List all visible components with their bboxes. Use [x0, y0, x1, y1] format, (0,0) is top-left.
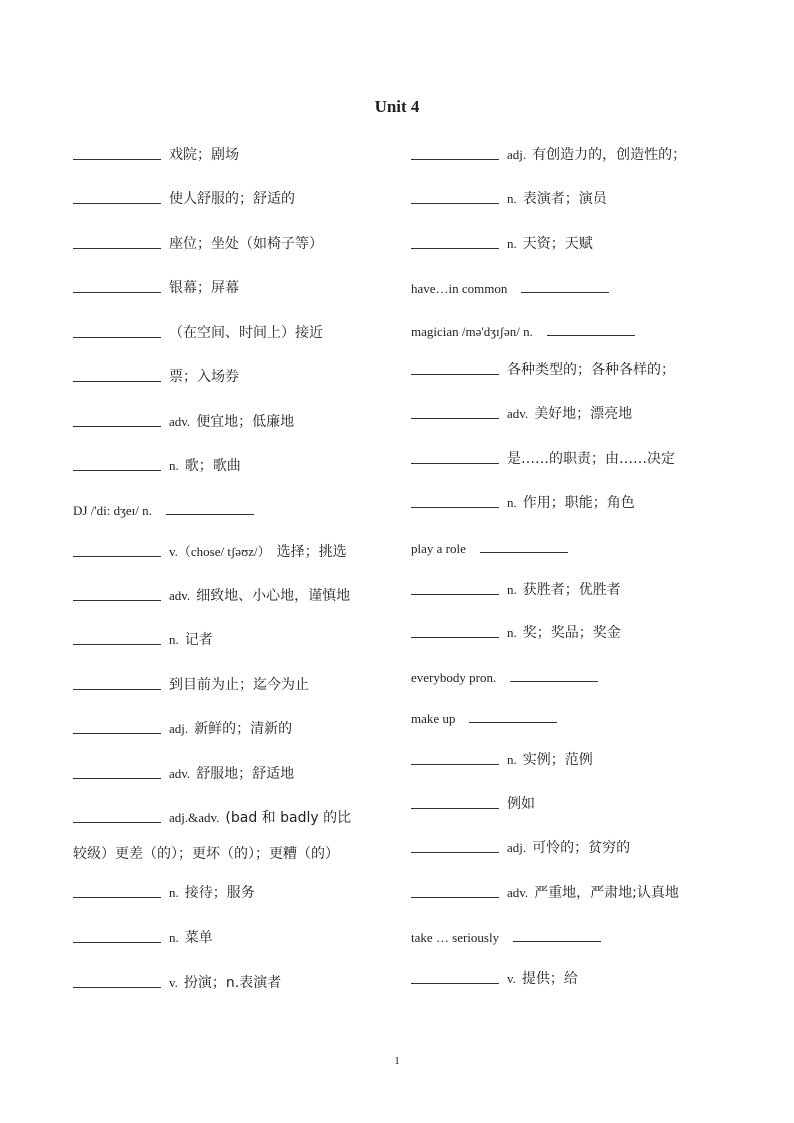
- vocab-row: [73, 409, 294, 431]
- answer-blank[interactable]: [411, 808, 499, 809]
- meaning: 选择；挑选: [276, 544, 347, 560]
- answer-blank[interactable]: [73, 159, 161, 160]
- vocab-row: [73, 761, 294, 783]
- vocab-row: [73, 627, 213, 649]
- part-of-speech: n.: [169, 458, 179, 473]
- answer-blank[interactable]: [480, 552, 568, 553]
- answer-blank[interactable]: [73, 689, 161, 690]
- vocab-row: [411, 835, 630, 857]
- meaning: 便宜地；低廉地: [196, 414, 295, 430]
- vocab-prompt: DJ /'di: dʒeɪ/ n.: [73, 503, 152, 518]
- meaning: 提供；给: [521, 971, 578, 987]
- answer-blank[interactable]: [411, 983, 499, 984]
- vocab-row: [73, 970, 281, 992]
- vocab-row: [411, 747, 593, 769]
- vocab-row: [411, 231, 593, 253]
- vocab-row: [411, 880, 679, 902]
- answer-blank[interactable]: [73, 381, 161, 382]
- answer-blank[interactable]: [73, 556, 161, 557]
- answer-blank[interactable]: [469, 722, 557, 723]
- vocab-prompt: magician /mə'dʒɪʃən/ n.: [411, 324, 533, 339]
- part-of-speech: v.: [507, 971, 516, 986]
- vocab-row: [411, 966, 578, 988]
- vocab-row: [73, 142, 239, 164]
- answer-blank[interactable]: [411, 637, 499, 638]
- vocab-row: [411, 275, 609, 297]
- meaning: 表演者；演员: [522, 191, 607, 207]
- answer-blank[interactable]: [73, 987, 161, 988]
- part-of-speech: n.: [507, 582, 517, 597]
- answer-blank[interactable]: [510, 681, 598, 682]
- meaning: 新鲜的；清新的: [194, 721, 293, 737]
- vocab-row: [411, 705, 557, 727]
- meaning: 作用；职能；角色: [522, 495, 635, 511]
- part-of-speech: n.: [507, 625, 517, 640]
- meaning: 严重地，严肃地;认真地: [534, 885, 679, 901]
- part-of-speech: adj.: [507, 840, 527, 855]
- vocab-row: [411, 446, 675, 468]
- answer-blank[interactable]: [73, 822, 161, 823]
- vocab-row: [73, 453, 241, 475]
- part-of-speech: adj.: [169, 721, 189, 736]
- meaning: 是……的职责；由……决定: [507, 451, 675, 467]
- part-of-speech: adv.: [169, 414, 191, 429]
- answer-blank[interactable]: [521, 292, 609, 293]
- vocab-row: [73, 231, 323, 253]
- vocab-row: [73, 497, 254, 519]
- part-of-speech: n.: [507, 191, 517, 206]
- vocab-row: [411, 791, 535, 813]
- vocab-row: [411, 664, 598, 686]
- answer-blank[interactable]: [73, 600, 161, 601]
- answer-blank[interactable]: [166, 514, 254, 515]
- vocab-prompt: take … seriously: [411, 930, 500, 945]
- vocab-row: [73, 364, 239, 386]
- vocab-row: [411, 490, 635, 512]
- part-of-speech: n.: [507, 752, 517, 767]
- answer-blank[interactable]: [513, 941, 601, 942]
- answer-blank[interactable]: [73, 942, 161, 943]
- meaning: 奖；奖品；奖金: [522, 625, 621, 641]
- meaning-continuation: [73, 841, 339, 863]
- vocab-row: [73, 805, 351, 827]
- part-of-speech: n.: [169, 885, 179, 900]
- meaning: 戏院；剧场: [169, 147, 239, 163]
- part-of-speech: adv.: [507, 406, 529, 421]
- meaning: 各种类型的；各种各样的；: [507, 362, 675, 378]
- meaning: 可怜的；贫穷的: [532, 840, 631, 856]
- answer-blank[interactable]: [73, 470, 161, 471]
- part-of-speech: adv.: [169, 766, 191, 781]
- answer-blank[interactable]: [73, 644, 161, 645]
- part-of-speech: v.: [169, 975, 178, 990]
- vocab-row: [411, 620, 621, 642]
- meaning: 到目前为止；迄今为止: [169, 677, 309, 693]
- meaning: （在空间、时间上）接近: [169, 325, 323, 341]
- vocab-row: [411, 924, 601, 946]
- vocab-prompt: play a role: [411, 541, 466, 556]
- meaning: 歌；歌曲: [184, 458, 241, 474]
- answer-blank[interactable]: [73, 897, 161, 898]
- answer-blank[interactable]: [411, 852, 499, 853]
- answer-blank[interactable]: [411, 374, 499, 375]
- answer-blank[interactable]: [411, 507, 499, 508]
- vocab-row: [411, 357, 675, 379]
- vocab-row: [73, 716, 292, 738]
- page-title: Unit 4: [374, 97, 420, 116]
- part-of-speech: n.: [169, 632, 179, 647]
- part-of-speech: adj.&adv.: [169, 810, 220, 825]
- vocab-row: [73, 186, 295, 208]
- vocab-row: [411, 577, 621, 599]
- vocab-row: [73, 880, 255, 902]
- part-of-speech: adv.: [507, 885, 529, 900]
- part-of-speech: adv.: [169, 588, 191, 603]
- meaning: 天资；天赋: [522, 236, 593, 252]
- vocab-prompt: have…in common: [411, 281, 508, 296]
- vocab-row: [411, 535, 568, 557]
- vocab-row: [411, 186, 607, 208]
- answer-blank[interactable]: [73, 733, 161, 734]
- meaning-continuation-text: 较级）更差（的）；更坏（的）；更糟（的）: [73, 846, 339, 862]
- meaning: 记者: [184, 632, 213, 648]
- answer-blank[interactable]: [411, 897, 499, 898]
- vocab-row: [73, 320, 323, 342]
- vocab-row: [411, 142, 686, 164]
- meaning: 扮演；n.表演者: [183, 975, 282, 991]
- answer-blank[interactable]: [411, 203, 499, 204]
- meaning: 细致地、小心地，谨慎地: [196, 588, 351, 604]
- answer-blank[interactable]: [411, 463, 499, 464]
- answer-blank[interactable]: [411, 248, 499, 249]
- part-of-speech: v.（chose/ tʃəʊz/）: [169, 544, 271, 559]
- vocab-row: [73, 583, 350, 605]
- vocab-prompt: everybody pron.: [411, 670, 497, 685]
- answer-blank[interactable]: [73, 292, 161, 293]
- meaning: 票；入场券: [169, 369, 239, 385]
- meaning: 实例；范例: [522, 752, 593, 768]
- vocab-row: [73, 539, 347, 561]
- meaning: 舒服地；舒适地: [196, 766, 295, 782]
- answer-blank[interactable]: [547, 335, 635, 336]
- answer-blank[interactable]: [411, 594, 499, 595]
- vocab-row: [411, 401, 632, 423]
- answer-blank[interactable]: [411, 764, 499, 765]
- meaning: 获胜者；优胜者: [522, 582, 621, 598]
- answer-blank[interactable]: [411, 418, 499, 419]
- meaning: 有创造力的，创造性的；: [532, 147, 687, 163]
- meaning: (bad 和 badly 的比: [225, 810, 352, 826]
- meaning: 例如: [507, 796, 535, 812]
- vocab-prompt: make up: [411, 711, 456, 726]
- meaning: 菜单: [184, 930, 213, 946]
- meaning: 座位；坐处（如椅子等）: [169, 236, 323, 252]
- meaning: 美好地；漂亮地: [534, 406, 633, 422]
- answer-blank[interactable]: [73, 337, 161, 338]
- vocab-row: [411, 318, 635, 340]
- answer-blank[interactable]: [73, 203, 161, 204]
- part-of-speech: adj.: [507, 147, 527, 162]
- part-of-speech: n.: [507, 236, 517, 251]
- vocab-row: [73, 925, 213, 947]
- page-number: 1: [394, 1055, 400, 1067]
- meaning: 使人舒服的；舒适的: [169, 191, 295, 207]
- meaning: 接待；服务: [184, 885, 255, 901]
- answer-blank[interactable]: [73, 426, 161, 427]
- part-of-speech: n.: [507, 495, 517, 510]
- answer-blank[interactable]: [73, 248, 161, 249]
- part-of-speech: n.: [169, 930, 179, 945]
- answer-blank[interactable]: [411, 159, 499, 160]
- meaning: 银幕；屏幕: [169, 280, 239, 296]
- answer-blank[interactable]: [73, 778, 161, 779]
- vocab-row: [73, 672, 309, 694]
- vocab-row: [73, 275, 239, 297]
